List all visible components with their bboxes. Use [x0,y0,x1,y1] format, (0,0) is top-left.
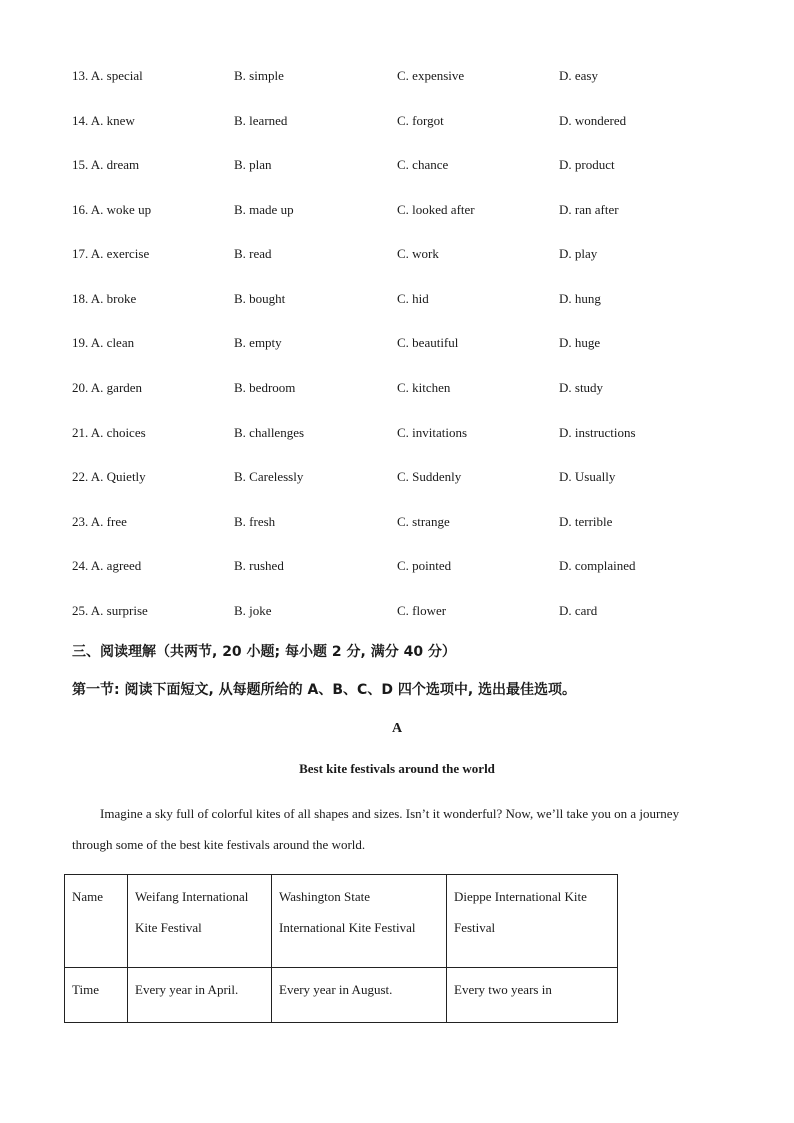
question-17 [0,244,794,264]
option-a: 14. A. knew [72,113,135,128]
option-d: D. hung [559,291,601,306]
question-22 [0,467,794,487]
subsection-heading: 第一节: 阅读下面短文, 从每题所给的 A、B、C、D 四个选项中, 选出最佳选项。 [72,682,577,698]
option-d: D. huge [559,335,601,350]
option-c: C. looked after [397,202,475,217]
festival-name: Weifang International Kite Festival [128,875,272,968]
option-b: B. learned [234,113,288,128]
option-c: C. chance [397,157,449,172]
option-d: D. complained [559,558,636,573]
question-16 [0,200,794,220]
option-c: C. work [397,246,439,261]
option-c: C. invitations [397,425,468,440]
passage-intro: Imagine a sky full of colorful kites of all shapes and sizes. Isn’t it wonderful? Now, we’ll take you on a journey through some of the best kite festivals around the world. [72,806,680,852]
question-13 [0,66,794,86]
option-d: D. wondered [559,113,627,128]
option-a: 19. A. clean [72,335,135,350]
festival-time: Every year in August. [272,968,447,1023]
option-a: 13. A. special [72,68,143,83]
option-b: B. made up [234,202,294,217]
question-18 [0,289,794,309]
question-19 [0,333,794,353]
passage-title: Best kite festivals around the world [299,761,495,776]
name-label: Name [65,875,128,968]
option-c: C. forgot [397,113,444,128]
time-label: Time [65,968,128,1023]
table-row [65,875,618,968]
option-c: C. hid [397,291,429,306]
question-15 [0,155,794,175]
option-c: C. pointed [397,558,452,573]
option-a: 25. A. surprise [72,603,148,618]
option-d: D. easy [559,68,598,83]
option-b: B. bought [234,291,286,306]
option-a: 23. A. free [72,514,127,529]
question-20 [0,378,794,398]
festival-name: Dieppe International Kite Festival [447,875,618,968]
option-c: C. beautiful [397,335,459,350]
option-c: C. Suddenly [397,469,462,484]
option-b: B. plan [234,157,272,172]
section-heading: 三、阅读理解（共两节, 20 小题; 每小题 2 分, 满分 40 分） [72,644,456,660]
question-21 [0,423,794,443]
option-b: B. challenges [234,425,305,440]
option-c: C. strange [397,514,450,529]
option-a: 20. A. garden [72,380,143,395]
option-d: D. Usually [559,469,616,484]
option-a: 24. A. agreed [72,558,142,573]
question-23 [0,512,794,532]
festival-name: Washington State International Kite Festival [272,875,447,968]
option-a: 16. A. woke up [72,202,152,217]
option-b: B. fresh [234,514,276,529]
option-b: B. read [234,246,272,261]
option-a: 15. A. dream [72,157,140,172]
option-d: D. instructions [559,425,636,440]
option-a: 22. A. Quietly [72,469,146,484]
option-d: D. product [559,157,615,172]
option-a: 17. A. exercise [72,246,150,261]
option-b: B. empty [234,335,282,350]
option-b: B. joke [234,603,272,618]
table-row [65,968,618,1023]
option-d: D. ran after [559,202,619,217]
question-25 [0,601,794,621]
passage-letter: A [391,721,403,736]
option-d: D. card [559,603,598,618]
option-b: B. simple [234,68,284,83]
option-c: C. expensive [397,68,465,83]
festival-time: Every year in April. [128,968,272,1023]
option-b: B. Carelessly [234,469,304,484]
option-d: D. play [559,246,598,261]
option-c: C. kitchen [397,380,451,395]
option-b: B. rushed [234,558,284,573]
question-24 [0,556,794,576]
option-d: D. terrible [559,514,613,529]
question-14 [0,111,794,131]
option-a: 21. A. choices [72,425,146,440]
option-c: C. flower [397,603,447,618]
festival-time: Every two years in [447,968,618,1023]
option-d: D. study [559,380,604,395]
option-b: B. bedroom [234,380,296,395]
festival-table [64,874,618,1023]
option-a: 18. A. broke [72,291,137,306]
